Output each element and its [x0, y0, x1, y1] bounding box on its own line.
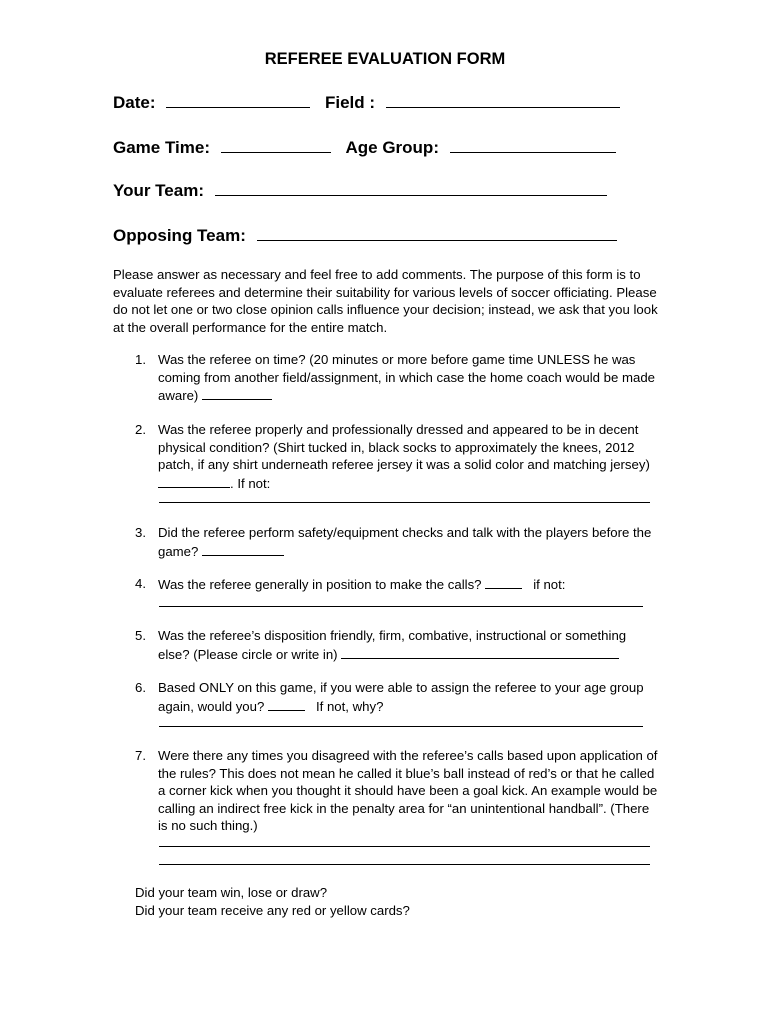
question-number: 4. — [135, 576, 146, 591]
q4-answer-blank[interactable] — [485, 575, 522, 589]
question-1 — [135, 351, 660, 405]
game-time-label: Game Time: — [113, 138, 211, 157]
date-blank[interactable] — [166, 91, 310, 108]
question-number: 6. — [135, 680, 146, 695]
date-field-row — [113, 91, 620, 113]
question-number: 7. — [135, 748, 146, 763]
q7-comment-line-2[interactable] — [159, 864, 650, 865]
game-time-row — [113, 136, 616, 158]
opposing-team-blank[interactable] — [257, 224, 617, 241]
q1-answer-blank[interactable] — [202, 386, 272, 400]
your-team-label: Your Team: — [113, 181, 204, 200]
your-team-row — [113, 179, 607, 201]
question-text: Was the referee properly and professionally dressed and appeared to be in decent physical condition? (Shirt tucked in, black socks to approximately the knees, 2012 patch, if any shirt underneath referee jersey it was a solid color and matching jersey) — [158, 422, 650, 472]
age-group-blank[interactable] — [450, 136, 616, 153]
q2-comment-line[interactable] — [159, 502, 650, 503]
field-label: Field : — [324, 93, 376, 112]
age-group-label: Age Group: — [345, 138, 439, 157]
question-text: Based ONLY on this game, if you were able to assign the referee to your age group again, would you? — [158, 680, 644, 714]
question-suffix: If not, why? — [315, 698, 384, 714]
question-number: 5. — [135, 628, 146, 643]
q2-answer-blank[interactable] — [158, 474, 230, 488]
question-text: Did the referee perform safety/equipment checks and talk with the players before the game? — [158, 525, 652, 559]
question-suffix: if not: — [533, 577, 566, 592]
q6-answer-blank[interactable] — [268, 697, 305, 711]
question-number: 3. — [135, 525, 146, 540]
question-text: Was the referee’s disposition friendly, firm, combative, instructional or something else? (Please circle or write in) — [158, 628, 627, 662]
question-text: Was the referee generally in position to make the calls? — [158, 577, 482, 592]
opposing-team-row — [113, 224, 617, 246]
your-team-blank[interactable] — [215, 179, 607, 196]
question-6 — [135, 679, 660, 715]
intro-paragraph: Please answer as necessary and feel free to add comments. The purpose of this form is to evaluate referees and determine their suitability for various levels of soccer officiating. Please do not let one or two close opinion calls influence your decision; instead, we ask that you look at the overall performance for the entire match. — [113, 267, 658, 335]
question-text: Were there any times you disagreed with the referee’s calls based upon application of the rules? This does not mean he called it blue’s ball instead of red’s or that he called a corner kick when you thought it should have been a goal kick. An example would be calling an indirect free kick in the penalty area for “an unintentional handball”. (There is no such thing.) — [158, 748, 658, 833]
question-2 — [135, 421, 660, 492]
q6-comment-line[interactable] — [159, 726, 643, 727]
opposing-team-label: Opposing Team: — [113, 226, 246, 245]
form-title: REFEREE EVALUATION FORM — [264, 50, 506, 68]
closing-question-result: Did your team win, lose or draw? — [135, 885, 328, 900]
date-label: Date: — [113, 93, 156, 112]
q3-answer-blank[interactable] — [202, 542, 284, 556]
q4-comment-line[interactable] — [159, 606, 643, 607]
question-suffix: . If not: — [230, 475, 271, 491]
question-5 — [135, 627, 660, 663]
question-text: Was the referee on time? (20 minutes or more before game time UNLESS he was coming from another field/assignment, in which case the home coach would be made aware) — [158, 352, 655, 403]
game-time-blank[interactable] — [221, 136, 331, 153]
field-blank[interactable] — [386, 91, 620, 108]
question-4 — [135, 575, 660, 594]
question-number: 1. — [135, 352, 146, 367]
question-3 — [135, 524, 660, 560]
question-7 — [135, 747, 660, 835]
q5-answer-blank[interactable] — [341, 645, 619, 659]
q7-comment-line-1[interactable] — [159, 846, 650, 847]
question-number: 2. — [135, 422, 146, 437]
closing-question-cards: Did your team receive any red or yellow cards? — [135, 903, 410, 918]
